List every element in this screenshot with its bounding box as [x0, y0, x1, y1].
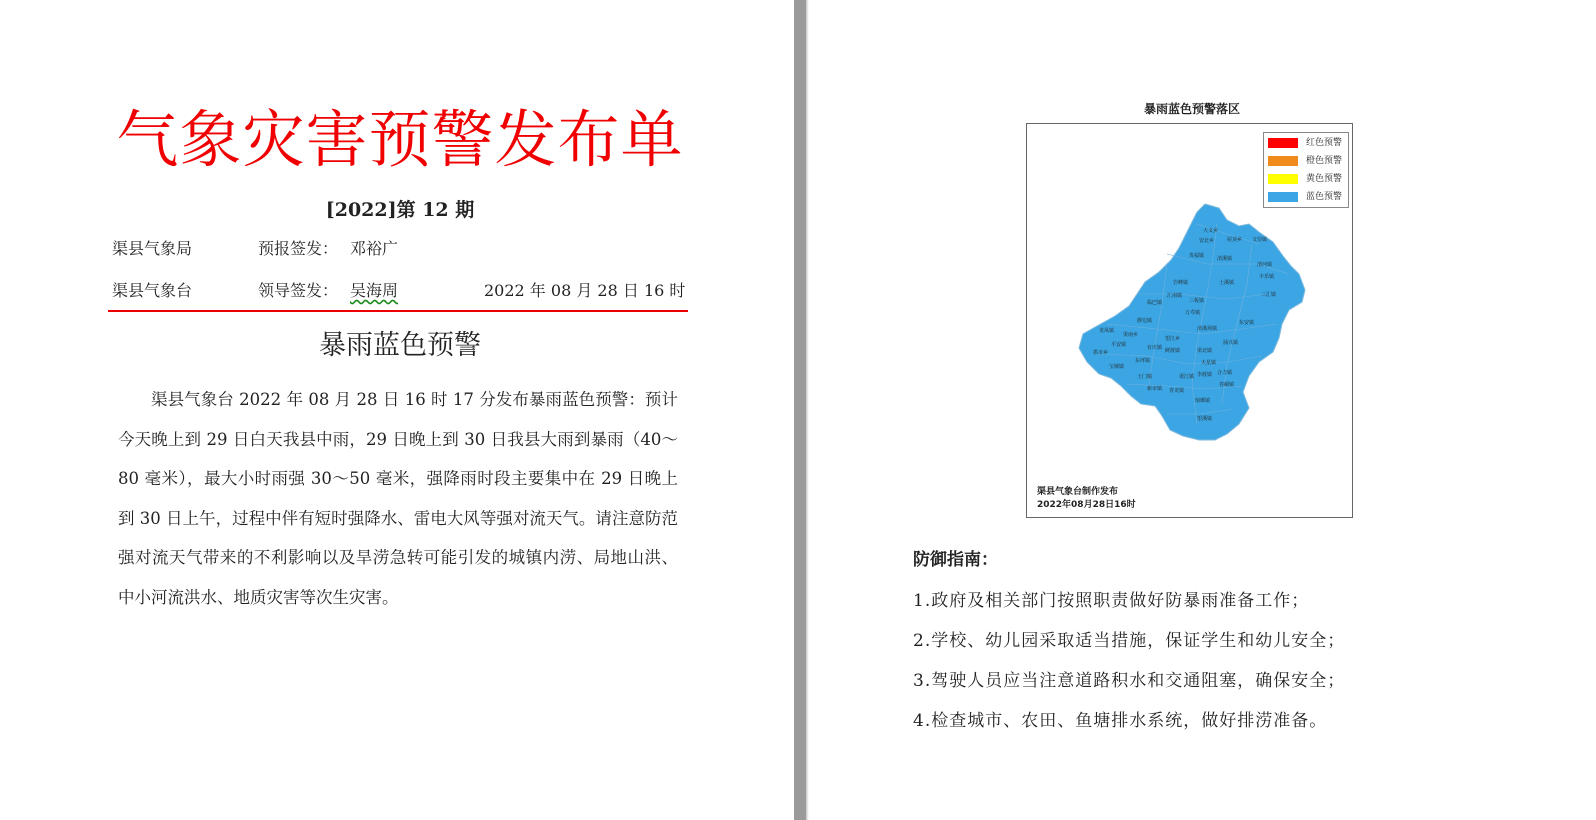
town-label: 合力镇 — [1217, 370, 1233, 376]
leader-signer-name: 吴海周 — [350, 281, 399, 300]
town-label: 拱市乡 — [1093, 350, 1109, 356]
legend-label-orange: 橙色预警 — [1306, 156, 1343, 166]
leader-sign-label: 领导签发： — [258, 281, 339, 300]
warning-body-text: 渠县气象台 2022 年 08 月 28 日 16 时 17 分发布暴雨蓝色预警：预计今天晚上到 29 日白天我县中雨，29 日晚上到 30 日我县大雨到暴雨（40～80 毫米），最大小时雨强 30～50 毫米，强降雨时段主要集中在 29 日晚上到 30 日上午，过程中伴有短时强降水、雷电大风等强对流天气。请注意防范强对流天气带来的不利影响以及旱涝急转可能引发的城镇内涝、局地山洪、中小河流洪水、地质灾害等次生灾害。 — [118, 390, 678, 607]
town-label: 有庆镇 — [1147, 345, 1163, 351]
town-label: 文崇镇 — [1252, 237, 1268, 243]
defense-guide-heading: 防御指南： — [913, 550, 998, 570]
town-label: 鲜渡镇 — [1165, 348, 1181, 354]
legend-item-blue — [1268, 191, 1348, 203]
legend-item-orange — [1268, 155, 1348, 167]
legend-label-red: 红色预警 — [1306, 138, 1343, 148]
map-footer-issuer: 渠县气象台制作发布 — [1037, 487, 1119, 497]
town-label: 平安镇 — [1111, 342, 1127, 348]
town-label: 渠江镇 — [1179, 374, 1195, 380]
red-divider-line — [108, 310, 688, 312]
town-label: 龙凤镇 — [1099, 328, 1115, 334]
town-label: 静边镇 — [1137, 318, 1153, 324]
town-label: 汇南镇 — [1167, 293, 1183, 299]
town-label: 东安镇 — [1239, 320, 1255, 326]
page-gutter — [794, 0, 806, 820]
legend-label-yellow: 黄色预警 — [1306, 174, 1343, 184]
town-label: 丰乐镇 — [1259, 274, 1275, 280]
town-label: 临巴镇 — [1147, 300, 1163, 306]
issuer-station: 渠县气象台 — [112, 281, 193, 300]
guide-item: 1.政府及相关部门按照职责做好防暴雨准备工作； — [913, 591, 1310, 611]
issue-number: [2022]第 12 期 — [325, 199, 475, 221]
warning-heading: 暴雨蓝色预警 — [319, 330, 481, 361]
guide-item: 3.驾驶人员应当注意道路积水和交通阻塞，确保安全； — [913, 671, 1346, 691]
forecast-sign-label: 预报签发： — [258, 239, 339, 258]
town-label: 安北乡 — [1199, 238, 1215, 244]
legend-item-yellow — [1268, 173, 1348, 185]
town-label: 东坪镇 — [1135, 358, 1151, 364]
town-label: 渠北镇 — [1197, 348, 1213, 354]
town-label: 大义乡 — [1203, 228, 1219, 234]
town-label: 岩峰镇 — [1173, 280, 1189, 286]
town-label: 土门镇 — [1137, 374, 1153, 380]
town-label: 青龙镇 — [1169, 388, 1185, 394]
issue-datetime: 2022 年 08 月 28 日 16 时 — [484, 281, 686, 300]
county-outline-shape — [1079, 204, 1305, 440]
town-label: 卷硐镇 — [1219, 382, 1235, 388]
map-title: 暴雨蓝色预警落区 — [1143, 102, 1240, 116]
town-label: 三汇镇 — [1261, 292, 1277, 298]
legend-label-blue: 蓝色预警 — [1306, 192, 1343, 202]
page-gutter-shadow — [806, 0, 809, 820]
town-label: 贵福镇 — [1189, 253, 1205, 259]
town-label: 涌兴镇 — [1223, 340, 1239, 346]
town-label: 土溪镇 — [1219, 280, 1235, 286]
town-label: 望溪镇 — [1197, 416, 1213, 422]
guide-item: 4.检查城市、农田、鱼塘排水系统，做好排涝准备。 — [913, 711, 1328, 731]
town-label: 天星镇 — [1201, 360, 1217, 366]
legend-swatch-orange — [1268, 156, 1298, 166]
town-label: 李渡镇 — [1197, 372, 1213, 378]
town-label: 清溪场镇 — [1197, 326, 1218, 332]
signature-row-leader — [112, 278, 702, 304]
map-footer-datetime: 2022年08月28日16时 — [1037, 500, 1136, 510]
map-footer — [1037, 486, 1136, 512]
legend-swatch-blue — [1268, 192, 1298, 202]
guide-item: 2.学校、幼儿园采取适当措施，保证学生和幼儿安全； — [913, 631, 1346, 651]
town-label: 万寿镇 — [1185, 310, 1201, 316]
document-title: 气象灾害预警发布单 — [116, 103, 684, 176]
town-label: 望江乡 — [1165, 336, 1181, 342]
town-label: 清河镇 — [1257, 262, 1273, 268]
legend-item-red — [1268, 137, 1348, 149]
legend-swatch-red — [1268, 138, 1298, 148]
town-label: 三板镇 — [1189, 298, 1205, 304]
town-label: 渠南乡 — [1123, 332, 1139, 338]
map-legend — [1263, 132, 1349, 208]
town-label: 屋顶乡 — [1227, 237, 1243, 243]
town-label: 新市镇 — [1147, 386, 1163, 392]
town-label: 琅琊镇 — [1195, 398, 1211, 404]
legend-swatch-yellow — [1268, 174, 1298, 184]
town-label: 清溪镇 — [1217, 256, 1233, 262]
forecast-signer-name: 邓裕广 — [350, 239, 399, 258]
issuer-org: 渠县气象局 — [112, 239, 193, 258]
town-label: 宝城镇 — [1109, 364, 1125, 370]
signature-row-forecast — [112, 236, 702, 262]
